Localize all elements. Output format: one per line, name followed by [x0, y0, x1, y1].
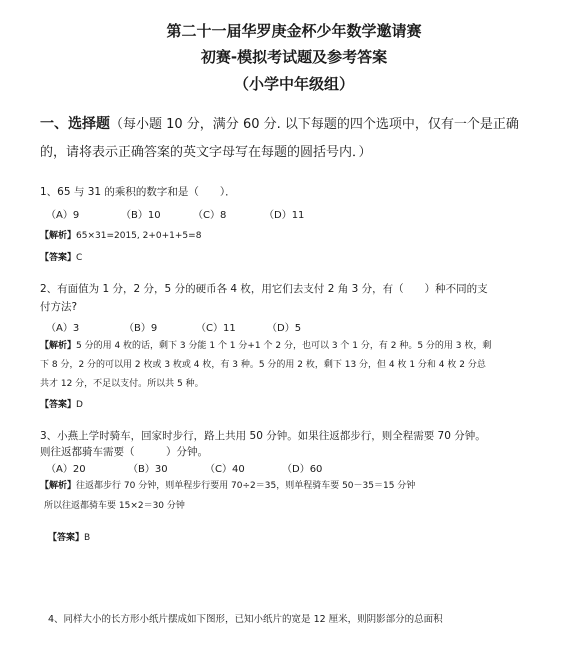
- q2-option-d: （D）5: [267, 323, 302, 334]
- q1-option-a: （A）9: [46, 210, 80, 221]
- q2-analysis-3: 共才 12 分，不足以支付。所以共 5 种。: [40, 379, 204, 389]
- q3-option-c: （C）40: [205, 464, 245, 475]
- q1-option-d: （D）11: [264, 210, 305, 221]
- q3-answer-value: B: [84, 533, 91, 543]
- q1-option-c: （C）8: [193, 210, 227, 221]
- section-desc-1: （每小题 10 分，满分 60 分. 以下每题的四个选项中，仅有一个是正确: [110, 117, 519, 132]
- q2-stem-1: 2、有面值为 1 分，2 分，5 分的硬币各 4 枚，用它们去支付 2 角 3 分，有（ ）种不同的支: [40, 283, 488, 295]
- q3-analysis-1: [40, 478, 415, 491]
- q3-stem-2: 则往返都骑车需要（ ）分钟。: [40, 446, 208, 458]
- q1-stem: 1、65 与 31 的乘积的数字和是（ ）．: [40, 186, 236, 198]
- exam-title: 第二十一届华罗庚金杯少年数学邀请赛: [166, 22, 422, 40]
- exam-group: （小学中年级组）: [233, 75, 354, 93]
- q3-option-a: （A）20: [46, 464, 86, 475]
- q2-analysis-2: 下 8 分，2 分的可以用 2 枚或 3 枚或 4 枚，有 3 种。5 分的用 2 枚，剩下 13 分，但 4 枚 1 分和 4 枚 2 分总: [40, 360, 486, 370]
- q2-option-b: （B）9: [124, 323, 158, 334]
- q1-analysis: [40, 228, 201, 241]
- q4-stem: 4、同样大小的长方形小纸片摆成如下图形，已知小纸片的宽是 12 厘米，则阴影部分的总面积: [48, 614, 443, 625]
- exam-subtitle: 初赛-模拟考试题及参考答案: [200, 48, 388, 66]
- q1-option-b: （B）10: [121, 210, 161, 221]
- q1-answer-value: C: [76, 253, 83, 263]
- q3-analysis-label: 【解析】: [40, 481, 77, 491]
- q3-option-b: （B）30: [128, 464, 168, 475]
- q1-analysis-label: 【解析】: [40, 231, 77, 241]
- q3-answer-label: 【答案】: [48, 533, 85, 543]
- q1-answer: [40, 250, 82, 263]
- q2-answer-value: D: [76, 400, 83, 410]
- q2-answer: [40, 397, 83, 410]
- section-heading-line: [40, 113, 519, 133]
- q2-analysis-text-1: 5 分的用 4 枚的话，剩下 3 分能 1 个 1 分+1 个 2 分，也可以 3 个 1 分，有 2 种。5 分的用 3 枚，剩: [76, 341, 492, 351]
- q2-analysis-label: 【解析】: [40, 341, 77, 351]
- q1-analysis-text: 65×31=2015, 2+0+1+5=8: [76, 231, 202, 241]
- q1-answer-label: 【答案】: [40, 253, 77, 263]
- q3-option-d: （D）60: [282, 464, 323, 475]
- q2-analysis-1: [40, 338, 491, 351]
- section-desc-2: 的，请将表示正确答案的英文字母写在每题的圆括号内．）: [40, 145, 372, 160]
- q2-stem-2: 付方法?: [40, 301, 78, 313]
- q2-option-a: （A）3: [46, 323, 80, 334]
- q3-analysis-2: 所以往返都骑车要 15×2＝30 分钟: [44, 501, 185, 511]
- q3-analysis-text-1: 往返都步行 70 分钟，则单程步行要用 70÷2＝35，则单程骑车要 50－35＝15 分钟: [76, 481, 416, 491]
- q2-option-c: （C）11: [196, 323, 236, 334]
- q3-answer: [48, 530, 90, 543]
- q2-answer-label: 【答案】: [40, 400, 77, 410]
- section-heading: 一、选择题: [40, 116, 110, 132]
- q3-stem-1: 3、小燕上学时骑车，回家时步行，路上共用 50 分钟。如果往返都步行，则全程需要 70 分钟。: [40, 430, 486, 442]
